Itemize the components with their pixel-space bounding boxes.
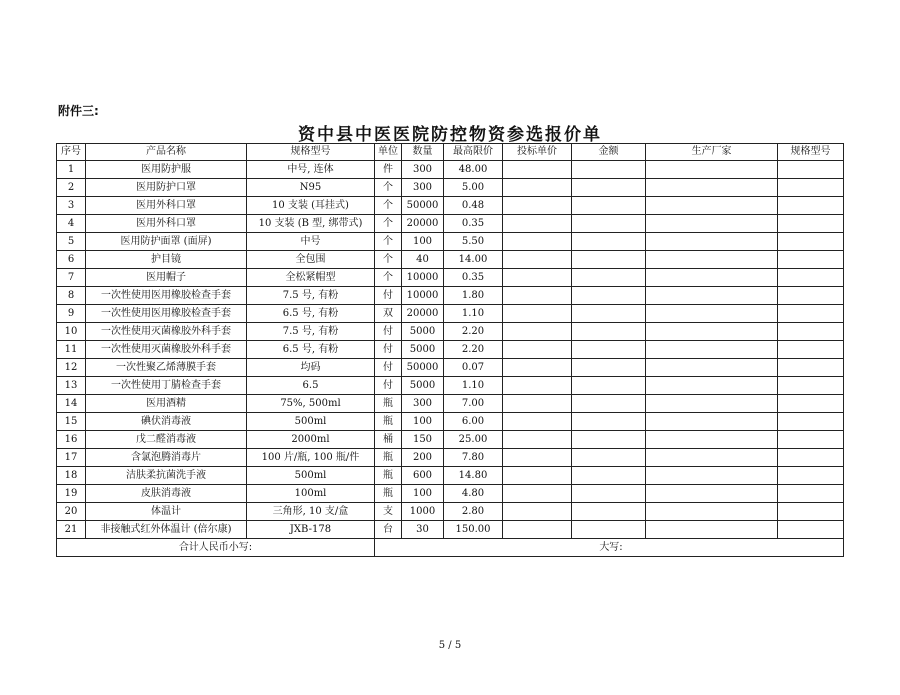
max-price: 2.80: [444, 503, 503, 521]
product-name: 一次性聚乙烯薄膜手套: [86, 359, 247, 377]
unit: 付: [375, 287, 402, 305]
product-name: 医用防护服: [86, 161, 247, 179]
spec-model-cell: [778, 449, 844, 467]
bid-price-cell: [503, 341, 572, 359]
product-name: 护目镜: [86, 251, 247, 269]
total-big-label: 大写:: [375, 539, 844, 557]
unit: 个: [375, 197, 402, 215]
quantity: 5000: [402, 377, 444, 395]
amount-cell: [572, 431, 646, 449]
unit: 付: [375, 341, 402, 359]
product-name: 医用帽子: [86, 269, 247, 287]
row-index: 10: [57, 323, 86, 341]
amount-cell: [572, 179, 646, 197]
header-unit: 单位: [375, 144, 402, 161]
bid-price-cell: [503, 251, 572, 269]
row-index: 9: [57, 305, 86, 323]
quotation-table: [56, 143, 844, 557]
product-name: 医用酒精: [86, 395, 247, 413]
row-index: 17: [57, 449, 86, 467]
table-row: [57, 377, 844, 395]
unit: 个: [375, 179, 402, 197]
spec: 全松紧帽型: [247, 269, 375, 287]
spec: 500ml: [247, 413, 375, 431]
max-price: 2.20: [444, 341, 503, 359]
amount-cell: [572, 377, 646, 395]
product-name: 洁肤柔抗菌洗手液: [86, 467, 247, 485]
header-spec-model: 规格型号: [778, 144, 844, 161]
spec-model-cell: [778, 341, 844, 359]
table-row: [57, 197, 844, 215]
max-price: 7.00: [444, 395, 503, 413]
quantity: 300: [402, 179, 444, 197]
max-price: 0.35: [444, 215, 503, 233]
document-title: 资中县中医医院防控物资参选报价单: [298, 125, 602, 145]
max-price: 14.80: [444, 467, 503, 485]
table-row: [57, 431, 844, 449]
table-row: [57, 467, 844, 485]
row-index: 6: [57, 251, 86, 269]
amount-cell: [572, 503, 646, 521]
row-index: 5: [57, 233, 86, 251]
table-row: [57, 179, 844, 197]
table-row: [57, 215, 844, 233]
max-price: 6.00: [444, 413, 503, 431]
table-row: [57, 359, 844, 377]
max-price: 1.10: [444, 305, 503, 323]
bid-price-cell: [503, 233, 572, 251]
product-name: 非接触式红外体温计 (倍尔康): [86, 521, 247, 539]
row-index: 20: [57, 503, 86, 521]
table-row: [57, 161, 844, 179]
amount-cell: [572, 359, 646, 377]
spec: 100ml: [247, 485, 375, 503]
spec: 7.5 号, 有粉: [247, 287, 375, 305]
spec-model-cell: [778, 233, 844, 251]
max-price: 14.00: [444, 251, 503, 269]
quantity: 20000: [402, 215, 444, 233]
table-header-row: [57, 144, 844, 161]
max-price: 5.50: [444, 233, 503, 251]
unit: 桶: [375, 431, 402, 449]
header-bid-price: 投标单价: [503, 144, 572, 161]
unit: 付: [375, 359, 402, 377]
row-index: 21: [57, 521, 86, 539]
header-product-name: 产品名称: [86, 144, 247, 161]
manufacturer-cell: [646, 395, 778, 413]
row-index: 3: [57, 197, 86, 215]
table-row: [57, 251, 844, 269]
row-index: 7: [57, 269, 86, 287]
spec-model-cell: [778, 467, 844, 485]
bid-price-cell: [503, 467, 572, 485]
max-price: 1.10: [444, 377, 503, 395]
quantity: 600: [402, 467, 444, 485]
amount-cell: [572, 467, 646, 485]
row-index: 19: [57, 485, 86, 503]
unit: 双: [375, 305, 402, 323]
bid-price-cell: [503, 431, 572, 449]
quantity: 50000: [402, 197, 444, 215]
bid-price-cell: [503, 197, 572, 215]
quantity: 100: [402, 485, 444, 503]
row-index: 8: [57, 287, 86, 305]
spec-model-cell: [778, 413, 844, 431]
row-index: 4: [57, 215, 86, 233]
header-max-price: 最高限价: [444, 144, 503, 161]
manufacturer-cell: [646, 341, 778, 359]
manufacturer-cell: [646, 377, 778, 395]
header-manufacturer: 生产厂家: [646, 144, 778, 161]
max-price: 25.00: [444, 431, 503, 449]
max-price: 150.00: [444, 521, 503, 539]
unit: 瓶: [375, 395, 402, 413]
row-index: 1: [57, 161, 86, 179]
row-index: 2: [57, 179, 86, 197]
quantity: 150: [402, 431, 444, 449]
spec-model-cell: [778, 485, 844, 503]
manufacturer-cell: [646, 197, 778, 215]
spec: 6.5 号, 有粉: [247, 341, 375, 359]
bid-price-cell: [503, 359, 572, 377]
table-row: [57, 269, 844, 287]
unit: 瓶: [375, 485, 402, 503]
manufacturer-cell: [646, 305, 778, 323]
unit: 瓶: [375, 449, 402, 467]
max-price: 7.80: [444, 449, 503, 467]
spec-model-cell: [778, 395, 844, 413]
spec-model-cell: [778, 359, 844, 377]
quantity: 100: [402, 413, 444, 431]
unit: 件: [375, 161, 402, 179]
max-price: 4.80: [444, 485, 503, 503]
quantity: 300: [402, 395, 444, 413]
manufacturer-cell: [646, 431, 778, 449]
spec: 6.5 号, 有粉: [247, 305, 375, 323]
product-name: 体温计: [86, 503, 247, 521]
header-quantity: 数量: [402, 144, 444, 161]
bid-price-cell: [503, 269, 572, 287]
quantity: 30: [402, 521, 444, 539]
spec: 6.5: [247, 377, 375, 395]
product-name: 医用外科口罩: [86, 197, 247, 215]
quantity: 100: [402, 233, 444, 251]
quantity: 5000: [402, 341, 444, 359]
bid-price-cell: [503, 503, 572, 521]
manufacturer-cell: [646, 161, 778, 179]
quantity: 10000: [402, 287, 444, 305]
max-price: 48.00: [444, 161, 503, 179]
spec: 7.5 号, 有粉: [247, 323, 375, 341]
spec-model-cell: [778, 251, 844, 269]
spec-model-cell: [778, 521, 844, 539]
product-name: 医用防护面罩 (面屏): [86, 233, 247, 251]
unit: 支: [375, 503, 402, 521]
manufacturer-cell: [646, 485, 778, 503]
max-price: 0.35: [444, 269, 503, 287]
amount-cell: [572, 341, 646, 359]
table-row: [57, 287, 844, 305]
spec-model-cell: [778, 431, 844, 449]
product-name: 碘伏消毒液: [86, 413, 247, 431]
table-row: [57, 323, 844, 341]
quantity: 20000: [402, 305, 444, 323]
unit: 个: [375, 269, 402, 287]
spec-model-cell: [778, 503, 844, 521]
row-index: 18: [57, 467, 86, 485]
bid-price-cell: [503, 305, 572, 323]
manufacturer-cell: [646, 215, 778, 233]
quantity: 50000: [402, 359, 444, 377]
spec-model-cell: [778, 269, 844, 287]
spec: 500ml: [247, 467, 375, 485]
manufacturer-cell: [646, 287, 778, 305]
page-number: 5 / 5: [438, 640, 462, 651]
quantity: 300: [402, 161, 444, 179]
spec: 100 片/瓶, 100 瓶/件: [247, 449, 375, 467]
spec-model-cell: [778, 305, 844, 323]
spec: 中号: [247, 233, 375, 251]
amount-cell: [572, 161, 646, 179]
spec-model-cell: [778, 377, 844, 395]
spec-model-cell: [778, 197, 844, 215]
amount-cell: [572, 269, 646, 287]
amount-cell: [572, 233, 646, 251]
table-row: [57, 521, 844, 539]
table-row: [57, 449, 844, 467]
total-small-label: 合计人民币小写:: [57, 539, 375, 557]
table-row: [57, 485, 844, 503]
spec: 2000ml: [247, 431, 375, 449]
spec: 三角形, 10 支/盒: [247, 503, 375, 521]
header-index: 序号: [57, 144, 86, 161]
manufacturer-cell: [646, 503, 778, 521]
row-index: 12: [57, 359, 86, 377]
manufacturer-cell: [646, 269, 778, 287]
header-spec: 规格型号: [247, 144, 375, 161]
table-row: [57, 341, 844, 359]
amount-cell: [572, 197, 646, 215]
amount-cell: [572, 395, 646, 413]
spec: 10 支装 (B 型, 绑带式): [247, 215, 375, 233]
max-price: 1.80: [444, 287, 503, 305]
bid-price-cell: [503, 449, 572, 467]
table-row: [57, 233, 844, 251]
product-name: 一次性使用丁腈检查手套: [86, 377, 247, 395]
product-name: 一次性使用灭菌橡胶外科手套: [86, 341, 247, 359]
attachment-label: 附件三:: [58, 104, 99, 118]
product-name: 含氯泡腾消毒片: [86, 449, 247, 467]
spec: 10 支装 (耳挂式): [247, 197, 375, 215]
row-index: 14: [57, 395, 86, 413]
amount-cell: [572, 449, 646, 467]
amount-cell: [572, 215, 646, 233]
table-row: [57, 395, 844, 413]
spec: 75%, 500ml: [247, 395, 375, 413]
spec: 均码: [247, 359, 375, 377]
product-name: 戊二醛消毒液: [86, 431, 247, 449]
spec: N95: [247, 179, 375, 197]
bid-price-cell: [503, 287, 572, 305]
bid-price-cell: [503, 215, 572, 233]
max-price: 2.20: [444, 323, 503, 341]
amount-cell: [572, 251, 646, 269]
manufacturer-cell: [646, 449, 778, 467]
product-name: 一次性使用医用橡胶检查手套: [86, 305, 247, 323]
bid-price-cell: [503, 179, 572, 197]
bid-price-cell: [503, 413, 572, 431]
spec: JXB-178: [247, 521, 375, 539]
quantity: 200: [402, 449, 444, 467]
unit: 个: [375, 215, 402, 233]
amount-cell: [572, 485, 646, 503]
manufacturer-cell: [646, 323, 778, 341]
spec-model-cell: [778, 287, 844, 305]
max-price: 5.00: [444, 179, 503, 197]
amount-cell: [572, 305, 646, 323]
manufacturer-cell: [646, 251, 778, 269]
amount-cell: [572, 521, 646, 539]
total-row: [57, 539, 844, 557]
quantity: 1000: [402, 503, 444, 521]
bid-price-cell: [503, 521, 572, 539]
table-row: [57, 413, 844, 431]
product-name: 一次性使用灭菌橡胶外科手套: [86, 323, 247, 341]
bid-price-cell: [503, 395, 572, 413]
row-index: 15: [57, 413, 86, 431]
unit: 付: [375, 377, 402, 395]
amount-cell: [572, 323, 646, 341]
manufacturer-cell: [646, 467, 778, 485]
unit: 个: [375, 233, 402, 251]
amount-cell: [572, 413, 646, 431]
product-name: 皮肤消毒液: [86, 485, 247, 503]
spec-model-cell: [778, 323, 844, 341]
product-name: 医用防护口罩: [86, 179, 247, 197]
max-price: 0.48: [444, 197, 503, 215]
bid-price-cell: [503, 161, 572, 179]
spec-model-cell: [778, 179, 844, 197]
max-price: 0.07: [444, 359, 503, 377]
amount-cell: [572, 287, 646, 305]
unit: 瓶: [375, 413, 402, 431]
unit: 台: [375, 521, 402, 539]
quantity: 5000: [402, 323, 444, 341]
manufacturer-cell: [646, 413, 778, 431]
header-amount: 金额: [572, 144, 646, 161]
row-index: 16: [57, 431, 86, 449]
unit: 付: [375, 323, 402, 341]
table-row: [57, 503, 844, 521]
row-index: 13: [57, 377, 86, 395]
manufacturer-cell: [646, 233, 778, 251]
bid-price-cell: [503, 323, 572, 341]
manufacturer-cell: [646, 521, 778, 539]
bid-price-cell: [503, 377, 572, 395]
spec: 全包围: [247, 251, 375, 269]
unit: 瓶: [375, 467, 402, 485]
product-name: 医用外科口罩: [86, 215, 247, 233]
bid-price-cell: [503, 485, 572, 503]
manufacturer-cell: [646, 359, 778, 377]
spec-model-cell: [778, 161, 844, 179]
spec: 中号, 连体: [247, 161, 375, 179]
quantity: 40: [402, 251, 444, 269]
product-name: 一次性使用医用橡胶检查手套: [86, 287, 247, 305]
manufacturer-cell: [646, 179, 778, 197]
spec-model-cell: [778, 215, 844, 233]
table-row: [57, 305, 844, 323]
row-index: 11: [57, 341, 86, 359]
quantity: 10000: [402, 269, 444, 287]
unit: 个: [375, 251, 402, 269]
